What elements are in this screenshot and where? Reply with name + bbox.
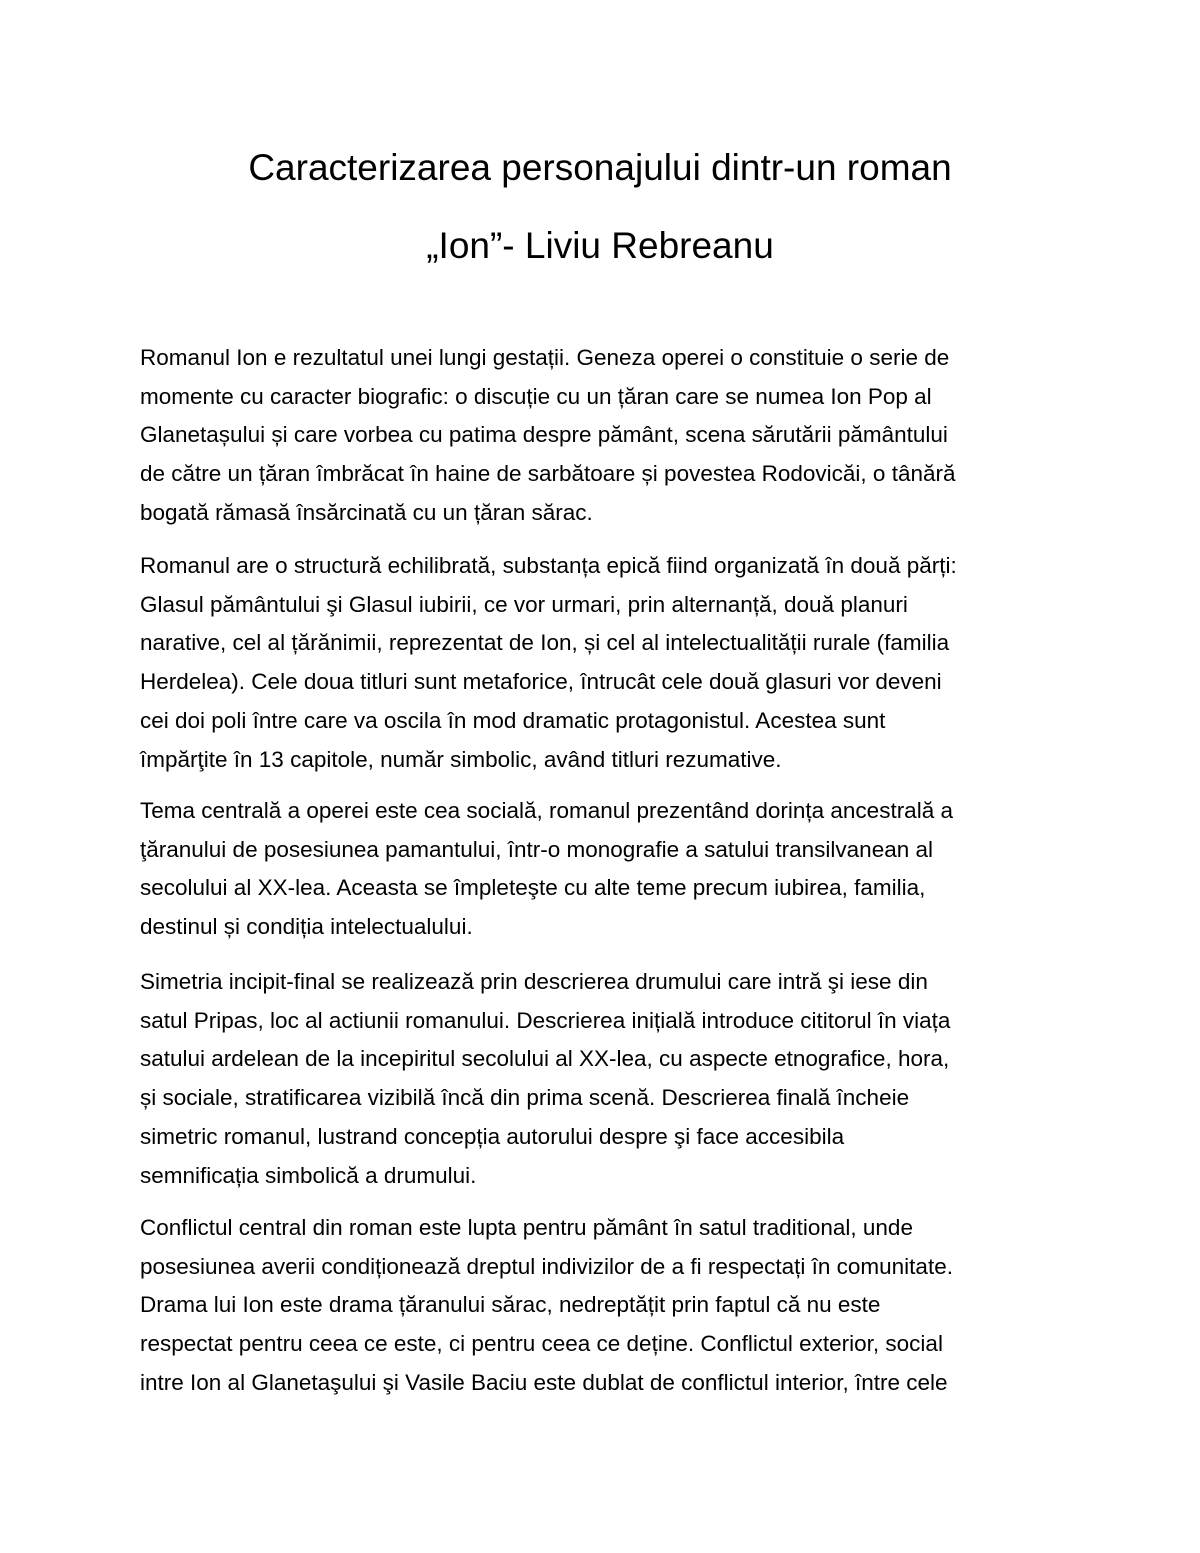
paragraph-line: Glanetașului și care vorbea cu patima despre pământ, scena sărutării pământului [140, 422, 948, 448]
paragraph-structure [140, 547, 1070, 779]
document-subtitle: „Ion”- Liviu Rebreanu [426, 225, 774, 266]
paragraph-line: Romanul are o structură echilibrată, substanța epică fiind organizată în două părți: [140, 553, 957, 578]
paragraph-line: Drama lui Ion este drama țăranului sărac, nedreptățit prin faptul că nu este [140, 1292, 881, 1318]
paragraph-symmetry [140, 963, 1070, 1195]
paragraph-line: satul Pripas, loc al actiunii romanului. Descrierea inițială introduce cititorul în viața [140, 1007, 951, 1033]
paragraph-line: Romanul Ion e rezultatul unei lungi gestații. Geneza operei o constituie o serie de [140, 345, 950, 370]
paragraph-line: semnificația simbolică a drumului. [140, 1162, 477, 1188]
paragraph-line: Glasul pământului şi Glasul iubirii, ce vor urmari, prin alternanță, două planuri [140, 591, 908, 617]
paragraph-line: și sociale, stratificarea vizibilă încă din prima scenă. Descrierea finală încheie [140, 1085, 910, 1111]
paragraph-line: ţăranului de posesiunea pamantului, într-o monografie a satului transilvanean al [140, 836, 933, 862]
paragraph-line: Herdelea). Cele doua titluri sunt metaforice, întrucât cele două glasuri vor deveni [140, 669, 942, 695]
paragraph-line: bogată rămasă însărcinată cu un țăran sărac. [140, 499, 593, 525]
paragraph-line: posesiunea averii condiționează dreptul indivizilor de a fi respectați în comunitate. [140, 1253, 953, 1279]
paragraph-line: simetric romanul, lustrand concepția autorului despre şi face accesibila [140, 1123, 845, 1149]
paragraph-line: satului ardelean de la incepiritul secolului al XX-lea, cu aspecte etnografice, hora, [140, 1046, 950, 1072]
paragraph-line: momente cu caracter biografic: o discuție cu un țăran care se numea Ion Pop al [140, 383, 932, 409]
paragraph-line: de către un țăran îmbrăcat în haine de sarbătoare și povestea Rodovicăi, o tânără [140, 461, 956, 487]
paragraph-line: narative, cel al țărănimii, reprezentat de Ion, și cel al intelectualității rurale (familia [140, 630, 950, 656]
paragraph-line: intre Ion al Glanetaşului şi Vasile Baciu este dublat de conflictul interior, între cele [140, 1369, 948, 1395]
paragraph-line: destinul și condiția intelectualului. [140, 914, 473, 940]
paragraph-line: respectat pentru ceea ce este, ci pentru ceea ce deține. Conflictul exterior, social [140, 1331, 943, 1357]
paragraph-line: Simetria incipit-final se realizează prin descrierea drumului care intră şi iese din [140, 969, 928, 994]
paragraph-line: secolului al XX-lea. Aceasta se împleteşte cu alte teme precum iubirea, familia, [140, 875, 926, 901]
paragraph-conflict [140, 1209, 1070, 1403]
paragraph-theme [140, 792, 1070, 947]
paragraph-line: împărţite în 13 capitole, număr simbolic, având titluri rezumative. [140, 746, 782, 772]
paragraph-line: Conflictul central din roman este lupta pentru pământ în satul traditional, unde [140, 1215, 913, 1240]
paragraph-line: cei doi poli între care va oscila în mod dramatic protagonistul. Acestea sunt [140, 707, 886, 733]
document-title: Caracterizarea personajului dintr-un roman [248, 147, 952, 188]
paragraph-line: Tema centrală a operei este cea socială, romanul prezentând dorința ancestrală a [140, 798, 953, 823]
paragraph-genesis [140, 339, 1070, 533]
